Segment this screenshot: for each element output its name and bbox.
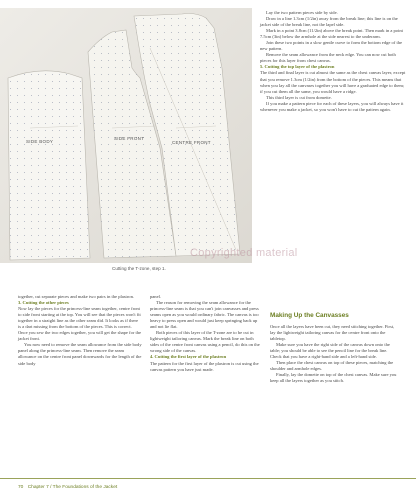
paragraph: Once all the layers have been cut, they need stitching together. First, lay the lightweight tailoring canvas for the centre front onto the tabletop. — [270, 324, 395, 342]
footer — [18, 485, 117, 490]
paragraph: panel. — [150, 294, 161, 299]
paragraph: Join these two points in a slow gentle curve to form the bottom edge of the new pattern. — [260, 40, 403, 52]
paragraph: If you make a pattern piece for each of these layers, you will always have it whenever you make a jacket, so you won't have to cut the pattern again. — [260, 100, 404, 112]
step-heading: 3. Cutting the other pieces — [18, 300, 69, 306]
paragraph: Lay the two pattern pieces side by side. — [266, 10, 338, 15]
pattern-pieces-illustration — [0, 8, 252, 263]
watermark: Copyrighted material — [190, 247, 298, 259]
figure-caption: Cutting the T-zone, step 1. — [112, 266, 166, 271]
step-heading: 5. Cutting the top layer of the plastron — [260, 64, 335, 70]
paragraph: Remove the seam allowance from the neck edge. You can now cut both pieces for this layer from chest canvas. — [260, 52, 396, 64]
bottom-column-3 — [270, 324, 400, 384]
paragraph: This third layer is cut from domette. — [266, 94, 332, 100]
piece-label-side-body: SIDE BODY — [26, 139, 54, 144]
running-footer: Chapter 7 / The Foundations of the Jacket — [27, 485, 118, 490]
paragraph: Now lay the pieces for the princess-line seam together, centre front to side front starting at the top. You will see that the pieces won't fit together in a straight line as the other seam did. It looks as if there is a dart missing from the bottom of the pieces. This is correct. Once you sew the two edges together, you will get the shape for the jacket front. — [18, 306, 142, 342]
paragraph: Mark in a point 3.8cm (11/2in) above the break point. Then mark in a point 7.5cm (3in) below the armhole at the side nearest to the underarm. — [260, 28, 403, 40]
bottom-column-2 — [150, 294, 260, 373]
paragraph: Make sure you have the right side of the canvas down onto the table; you should be able to see the pencil line for the break line. Check that you have a right-hand side and a left-hand side. — [270, 342, 390, 360]
paragraph: Finally, lay the domette on top of the chest canvas. Make sure you keep all the layers together as you stitch. — [270, 372, 397, 384]
paragraph: The reason for removing the seam allowance for the princess-line seam is that you can't join canvasses and press seams open as you would ordinary fabric. The canvas is too heavy to press open and would just keep springing back up and not lie flat. — [150, 300, 259, 330]
paragraph: together, cut separate pieces and make two pairs in the plastron. — [18, 294, 134, 299]
paragraph: The pattern for the first layer of the plastron is cut using the canvas pattern you have just made. — [150, 360, 259, 372]
footer-rule — [0, 478, 416, 479]
piece-label-centre-front: CENTRE FRONT — [172, 140, 211, 145]
page-number: 70 — [18, 485, 24, 490]
right-top-column — [260, 10, 406, 113]
paragraph: The third and final layer is cut almost the same as the chest canvas layer, except that you remove 1.3cm (1/2in) from the bottom of the pieces. This means that when you lay all the canvases together you will have a graduated edge to them; if you cut them all the same, you would have a ridge. — [260, 70, 406, 94]
section-heading: Making Up the Canvasses — [270, 312, 349, 319]
paragraph: Both pieces of this layer of the T-zone are to be cut in lightweight tailoring canvas. Mark the break line on both sides of the centre front canvas using a pencil, do this on the wrong side of the canvas. — [150, 330, 260, 354]
paragraph: Then place the chest canvas on top of these pieces, matching the shoulder and armhole edges. — [270, 360, 394, 372]
paragraph: Draw in a line 1.3cm (1/2in) away from the break line; this line is on the jacket side of the break line, not the lapel side. — [260, 16, 398, 28]
bottom-column-1 — [18, 294, 142, 367]
pattern-photo — [0, 8, 252, 263]
step-heading: 4. Cutting the first layer of the plastron — [150, 354, 227, 360]
paragraph: You now need to remove the seam allowance from the side body panel along the princess-line seam. Then remove the seam allowance on the centre front panel downwards for the length of the side body — [18, 342, 142, 366]
piece-label-side-front: SIDE FRONT — [114, 136, 145, 141]
